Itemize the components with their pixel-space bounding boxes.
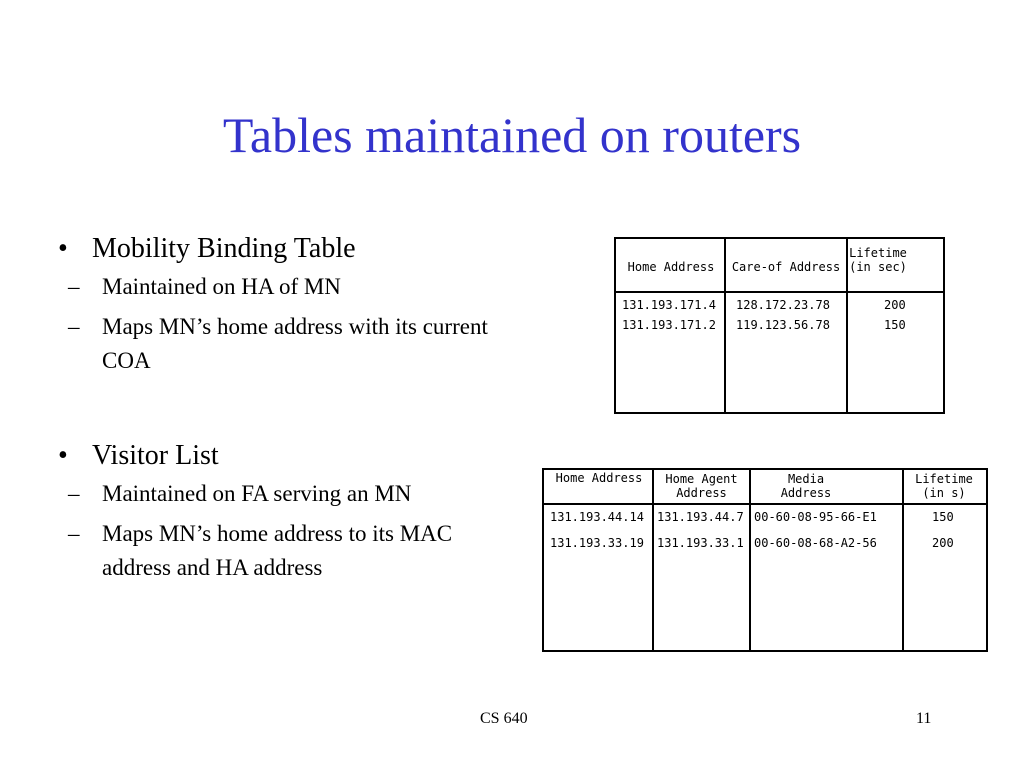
table-header-cell: Home Address: [627, 260, 715, 274]
table-header-cell: Lifetime (in sec): [849, 246, 907, 274]
table-cell: 200: [884, 298, 906, 312]
dash-glyph: –: [68, 314, 80, 339]
table-cell: 00-60-08-68-A2-56: [754, 536, 877, 550]
sub-item: [58, 270, 518, 304]
table-cell: 131.193.171.2: [622, 318, 716, 332]
table-cell: 00-60-08-95-66-E1: [754, 510, 877, 524]
table-header-cell: Lifetime (in s): [915, 472, 973, 500]
sub-item: [58, 310, 518, 378]
bullet-glyph: •: [58, 440, 68, 471]
table-cell: 131.193.33.1: [657, 536, 744, 550]
dash-glyph: –: [68, 521, 80, 546]
dash-glyph: –: [68, 481, 80, 506]
table-cell: 131.193.44.14: [550, 510, 644, 524]
slide-title: Tables maintained on routers: [222, 107, 802, 163]
sub-item-text: Maintained on HA of MN: [102, 274, 341, 299]
footer-course: CS 640: [480, 710, 528, 727]
sub-item-text: Maps MN’s home address with its current COA: [102, 314, 488, 373]
bullet-mobility-binding: [58, 232, 518, 384]
dash-glyph: –: [68, 274, 80, 299]
bullet-item: [58, 232, 518, 266]
bullet-visitor-list: [58, 439, 518, 591]
sub-list: [58, 270, 518, 378]
visitor-list-table: [542, 468, 988, 652]
table-cell: 131.193.33.19: [550, 536, 644, 550]
table-cell: 119.123.56.78: [736, 318, 830, 332]
sub-item: [58, 517, 518, 585]
sub-item: [58, 477, 518, 511]
table-cell: 131.193.44.7: [657, 510, 744, 524]
table-cell: 150: [932, 510, 954, 524]
sub-list: [58, 477, 518, 585]
sub-item-text: Maintained on FA serving an MN: [102, 481, 412, 506]
bullet-text: Mobility Binding Table: [92, 233, 356, 264]
footer-page-number: 11: [916, 710, 932, 727]
table-cell: 150: [884, 318, 906, 332]
bullet-glyph: •: [58, 233, 68, 264]
table-cell: 128.172.23.78: [736, 298, 830, 312]
table-header-cell: Care-of Address: [731, 260, 841, 274]
table-header-cell: Home Agent Address: [665, 472, 738, 500]
table-cell: 200: [932, 536, 954, 550]
table-header-cell: Media Address: [780, 472, 832, 500]
sub-item-text: Maps MN’s home address to its MAC address and HA address: [102, 521, 453, 580]
table-header-cell: Home Address: [555, 471, 643, 485]
bullet-text: Visitor List: [92, 440, 219, 471]
mobility-binding-table: [614, 237, 945, 414]
bullet-item: [58, 439, 518, 473]
table-cell: 131.193.171.4: [622, 298, 716, 312]
